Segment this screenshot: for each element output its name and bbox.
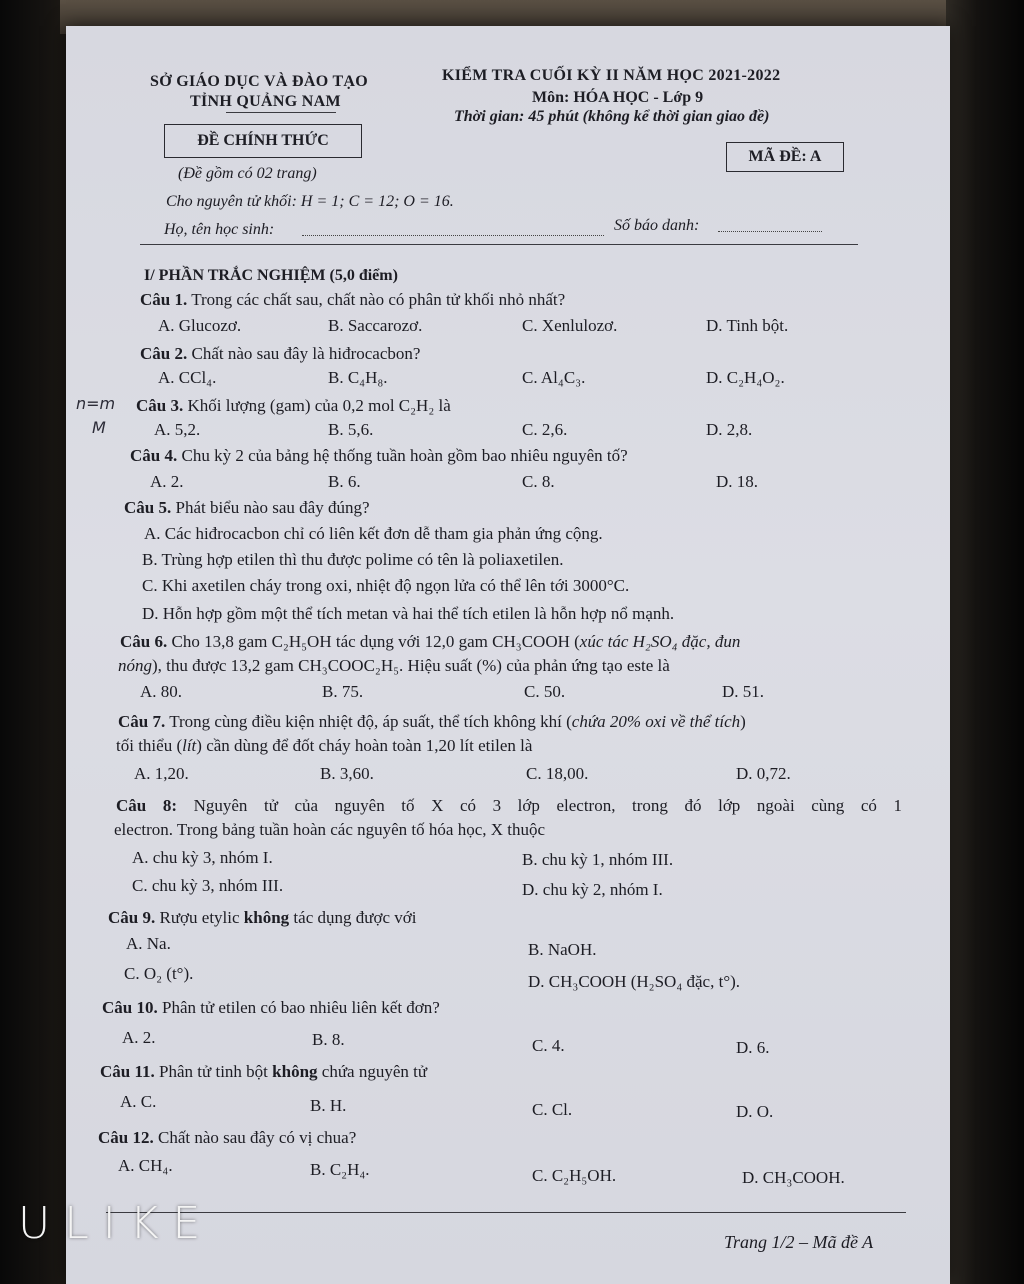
q3-label: Câu 3. (136, 396, 184, 415)
question-7-line1 (118, 712, 746, 732)
q10-option-d: D. 6. (736, 1038, 770, 1057)
q5-text: Phát biểu nào sau đây đúng? (175, 498, 370, 517)
dark-background-right (946, 0, 1024, 1284)
q11-option-b: B. H. (310, 1096, 347, 1115)
q4-text: Chu kỳ 2 của bảng hệ thống tuần hoàn gồm bao nhiêu nguyên tố? (181, 446, 628, 465)
q3-text: Khối lượng (gam) của 0,2 mol C₂H₂ là (187, 396, 451, 415)
q7-option-b: B. 3,60. (320, 764, 374, 783)
q9-option-c: C. O₂ (t°). (124, 964, 194, 983)
question-6-line2 (118, 656, 670, 676)
q4-option-c: C. 8. (522, 472, 555, 491)
q10-option-c: C. 4. (532, 1036, 565, 1055)
q1-label: Câu 1. (140, 290, 188, 309)
q3-option-a: A. 5,2. (154, 420, 201, 439)
q11-text-bold: không (272, 1062, 318, 1081)
q5-option-c: C. Khi axetilen cháy trong oxi, nhiệt độ ngọn lửa có thể lên tới 3000°C. (142, 576, 630, 595)
q11-option-a: A. C. (120, 1092, 157, 1111)
exam-time: Thời gian: 45 phút (không kể thời gian giao đề) (454, 108, 770, 125)
q8-option-d: D. chu kỳ 2, nhóm I. (522, 880, 663, 899)
q7-option-d: D. 0,72. (736, 764, 791, 783)
q6-option-d: D. 51. (722, 682, 765, 701)
page-footer: Trang 1/2 – Mã đề A (724, 1232, 874, 1252)
q6-label: Câu 6. (120, 632, 168, 651)
q4-option-d: D. 18. (716, 472, 759, 491)
question-3 (136, 396, 451, 416)
q7-text1: Trong cùng điều kiện nhiệt độ, áp suất, thể tích không khí ( (169, 712, 572, 731)
q9-text-c: tác dụng được với (289, 908, 417, 927)
q10-option-a: A. 2. (122, 1028, 156, 1047)
dark-background-left (0, 0, 70, 1284)
question-4 (130, 446, 628, 466)
question-5 (124, 498, 370, 518)
q11-label: Câu 11. (100, 1062, 155, 1081)
q6-option-c: C. 50. (524, 682, 566, 701)
exam-code-box: MÃ ĐỀ: A (726, 142, 844, 172)
q7-text2b: ) cần dùng để đốt cháy hoàn toàn 1,20 lít etilen là (196, 736, 533, 755)
q4-option-b: B. 6. (328, 472, 361, 491)
q1-text: Trong các chất sau, chất nào có phân tử khối nhỏ nhất? (191, 290, 566, 309)
q3-option-d: D. 2,8. (706, 420, 753, 439)
question-12 (98, 1128, 356, 1148)
question-8-line1 (116, 796, 902, 816)
q8-text1: Nguyên tử của nguyên tố X có 3 lớp electron, trong đó lớp ngoài cùng có 1 (193, 796, 903, 815)
question-1 (140, 290, 565, 310)
q7-text2-italic: lít (182, 736, 197, 755)
q6-text2: ), thu được 13,2 gam CH₃COOC₂H₅. Hiệu suất (%) của phản ứng tạo este là (152, 656, 670, 675)
q9-option-d: D. CH₃COOH (H₂SO₄ đặc, t°). (528, 972, 741, 991)
official-exam-box: ĐỀ CHÍNH THỨC (164, 124, 362, 158)
q10-label: Câu 10. (102, 998, 158, 1017)
atomic-mass-note: Cho nguyên tử khối: H = 1; C = 12; O = 16. (166, 193, 454, 210)
question-8-line2: electron. Trong bảng tuần hoàn các nguyên tố hóa học, X thuộc (114, 820, 546, 839)
handwritten-note: n=m (76, 394, 116, 413)
q11-text-c: chứa nguyên tử (317, 1062, 428, 1081)
q9-text-a: Rượu etylic (159, 908, 244, 927)
header-divider (140, 244, 858, 245)
province-underline (226, 112, 336, 113)
q6-option-a: A. 80. (140, 682, 183, 701)
q11-option-c: C. Cl. (532, 1100, 573, 1119)
q12-option-d: D. CH₃COOH. (742, 1168, 845, 1187)
q7-option-a: A. 1,20. (134, 764, 189, 783)
handwritten-note-2: M (92, 418, 106, 437)
q7-text1-italic: chứa 20% oxi về thể tích (571, 712, 741, 731)
q9-option-b: B. NaOH. (528, 940, 597, 959)
exam-title: KIỂM TRA CUỐI KỲ II NĂM HỌC 2021-2022 (442, 67, 781, 84)
student-id-blank (718, 230, 822, 232)
q2-option-a: A. CCl₄. (158, 368, 217, 387)
section-title-text: I/ PHẦN TRẮC NGHIỆM (5,0 điểm) (144, 267, 398, 284)
q3-option-b: B. 5,6. (328, 420, 374, 439)
question-10 (102, 998, 440, 1018)
q12-option-b: B. C₂H₄. (310, 1160, 370, 1179)
q2-option-b: B. C₄H₈. (328, 368, 388, 387)
q6-text2-italic: nóng (118, 656, 152, 675)
q5-option-d: D. Hỗn hợp gồm một thể tích metan và hai thể tích etilen là hỗn hợp nổ mạnh. (142, 604, 675, 623)
question-2 (140, 344, 420, 364)
q4-label: Câu 4. (130, 446, 178, 465)
q8-option-a: A. chu kỳ 3, nhóm I. (132, 848, 273, 867)
q11-text-a: Phân tử tinh bột (159, 1062, 273, 1081)
question-7-line2 (116, 736, 532, 756)
q4-option-a: A. 2. (150, 472, 184, 491)
q7-text2a: tối thiểu ( (116, 736, 183, 755)
department-name: SỞ GIÁO DỤC VÀ ĐÀO TẠO (150, 73, 369, 90)
q9-text-bold: không (243, 908, 290, 927)
q3-option-c: C. 2,6. (522, 420, 568, 439)
q9-label: Câu 9. (108, 908, 156, 927)
q1-option-d: D. Tinh bột. (706, 316, 789, 335)
q2-label: Câu 2. (140, 344, 188, 363)
q1-option-c: C. Xenlulozơ. (522, 316, 618, 335)
q12-option-c: C. C₂H₅OH. (532, 1166, 617, 1185)
q6-text1: Cho 13,8 gam C₂H₅OH tác dụng với 12,0 gam CH₃COOH ( (171, 632, 580, 651)
q10-option-b: B. 8. (312, 1030, 345, 1049)
q8-option-c: C. chu kỳ 3, nhóm III. (132, 876, 284, 895)
question-9 (108, 908, 416, 928)
q2-option-d: D. C₂H₄O₂. (706, 368, 785, 387)
q7-text1-end: ) (740, 712, 746, 731)
student-name-blank (302, 234, 604, 236)
q7-option-c: C. 18,00. (526, 764, 589, 783)
q12-option-a: A. CH₄. (118, 1156, 173, 1175)
footer-divider (106, 1212, 906, 1213)
q12-label: Câu 12. (98, 1128, 154, 1147)
student-id-label: Số báo danh: (614, 217, 700, 234)
q1-option-b: B. Saccarozơ. (328, 316, 423, 335)
q5-option-a: A. Các hiđrocacbon chỉ có liên kết đơn dễ tham gia phản ứng cộng. (144, 524, 603, 543)
q9-option-a: A. Na. (126, 934, 171, 953)
q8-option-b: B. chu kỳ 1, nhóm III. (522, 850, 674, 869)
q1-option-a: A. Glucozơ. (158, 316, 242, 335)
ulike-watermark: ULIKE (18, 1198, 215, 1249)
q6-option-b: B. 75. (322, 682, 364, 701)
q12-text: Chất nào sau đây có vị chua? (157, 1128, 357, 1147)
province-name: TỈNH QUẢNG NAM (190, 93, 341, 110)
student-name-label: Họ, tên học sinh: (164, 221, 275, 238)
q8-label: Câu 8: (116, 796, 177, 815)
section-title (144, 266, 398, 286)
q10-text: Phân tử etilen có bao nhiêu liên kết đơn? (161, 998, 440, 1017)
q2-option-c: C. Al₄C₃. (522, 368, 586, 387)
q5-option-b: B. Trùng hợp etilen thì thu được polime có tên là poliaxetilen. (142, 550, 564, 569)
q5-label: Câu 5. (124, 498, 172, 517)
exam-paper (66, 26, 950, 1284)
question-11 (100, 1062, 427, 1082)
subject-line: Môn: HÓA HỌC - Lớp 9 (532, 89, 704, 106)
q6-text1-italic: xúc tác H₂SO₄ đặc, đun (579, 632, 741, 651)
q11-option-d: D. O. (736, 1102, 774, 1121)
q2-text: Chất nào sau đây là hiđrocacbon? (191, 344, 421, 363)
question-6-line1 (120, 632, 740, 652)
q7-label: Câu 7. (118, 712, 166, 731)
pages-note: (Đề gồm có 02 trang) (178, 165, 317, 182)
